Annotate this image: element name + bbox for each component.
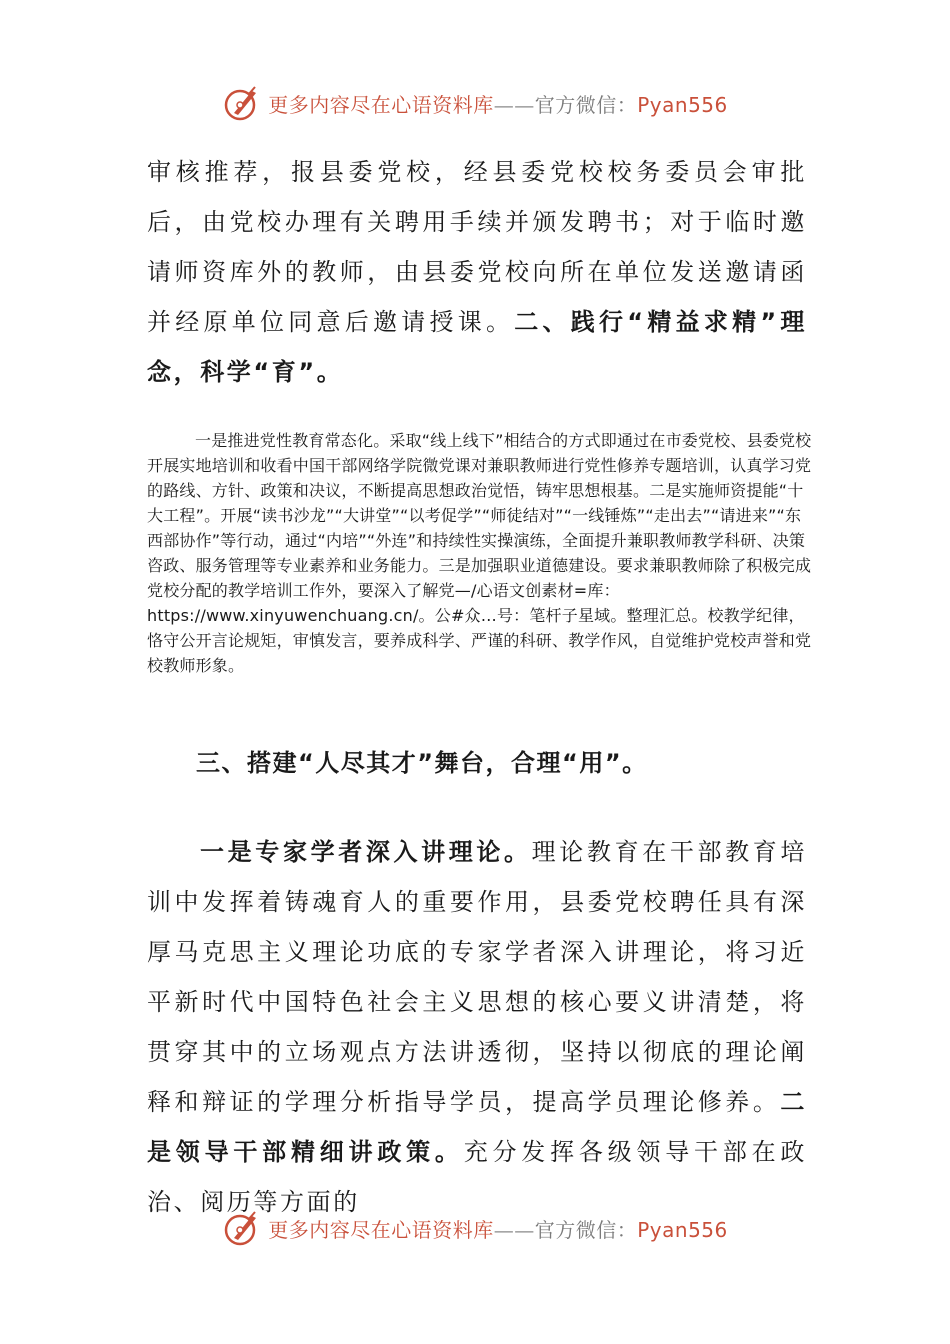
footer-banner xyxy=(0,1203,950,1253)
quill-logo-icon xyxy=(222,83,262,123)
header-banner-wechat-label: 官方微信： xyxy=(534,92,638,117)
paragraph-3-bold-1: 一是专家学者深入讲理论。 xyxy=(199,838,532,866)
header-banner-wechat-id: Pyan556 xyxy=(637,92,728,117)
header-banner-main: 更多内容尽在心语资料库 xyxy=(268,92,494,117)
paragraph-3 xyxy=(147,827,807,1227)
header-banner-dash: —— xyxy=(493,92,535,117)
paragraph-3-bold-2: 二是领导干部精细讲政策。 xyxy=(147,1088,807,1166)
section-3-heading: 三、搭建“人尽其才”舞台，合理“用”。 xyxy=(196,749,648,777)
footer-banner-text xyxy=(268,1214,728,1243)
header-banner-text xyxy=(268,89,728,118)
paragraph-1 xyxy=(147,147,807,397)
footer-banner-wechat-label: 官方微信： xyxy=(534,1217,638,1242)
paragraph-2: 一是推进党性教育常态化。采取“线上线下”相结合的方式即通过在市委党校、县委党校开展实地培训和收看中国干部网络学院微党课对兼职教师进行党性修养专题培训，认真学习党的路线、方针、政策和决议，不断提高思想政治觉悟，铸牢思想根基。二是实施师资提能“十大工程”。开展“读书沙龙”“大讲堂”“以考促学”“师徒结对”“一线锤炼”“走出去”“请进来”“东西部协作”等行动，通过“内培”“外连”和持续性实操演练，全面提升兼职教师教学科研、决策咨政、服务管理等专业素养和业务能力。三是加强职业道德建设。要求兼职教师除了积极完成党校分配的教学培训工作外，要深入了解党—/心语文创素材=库：https://www.xinyuwenchuang.cn/。公#众…号：笔杆子星域。整理汇总。校教学纪律，恪守公开言论规矩，审慎发言，要养成科学、严谨的科研、教学作风，自觉维护党校声誉和党校教师形象。 xyxy=(147,431,812,675)
footer-banner-dash: —— xyxy=(493,1217,535,1242)
paragraph-1-text: 审核推荐，报县委党校，经县委党校校务委员会审批后，由党校办理有关聘用手续并颁发聘书；对于临时邀请师资库外的教师，由县委党校向所在单位发送邀请函并经原单位同意后邀请授课。 xyxy=(147,158,807,336)
header-banner xyxy=(0,78,950,128)
paragraph-3-text-1: 理论教育在干部教育培训中发挥着铸魂育人的重要作用，县委党校聘任具有深厚马克思主义理论功底的专家学者深入讲理论，将习近平新时代中国特色社会主义思想的核心要义讲清楚，将贯穿其中的立场观点方法讲透彻，坚持以彻底的理论阐释和辩证的学理分析指导学员，提高学员理论修养。 xyxy=(147,838,807,1116)
paragraph-3-text-2: 充分发挥各级领导干部在政治、阅历等方面的 xyxy=(147,1138,807,1216)
footer-banner-main: 更多内容尽在心语资料库 xyxy=(268,1217,494,1242)
quill-logo-icon xyxy=(222,1208,262,1248)
footer-banner-wechat-id: Pyan556 xyxy=(637,1217,728,1242)
section-2-heading: 二、践行“精益求精”理念，科学“育”。 xyxy=(147,308,807,386)
